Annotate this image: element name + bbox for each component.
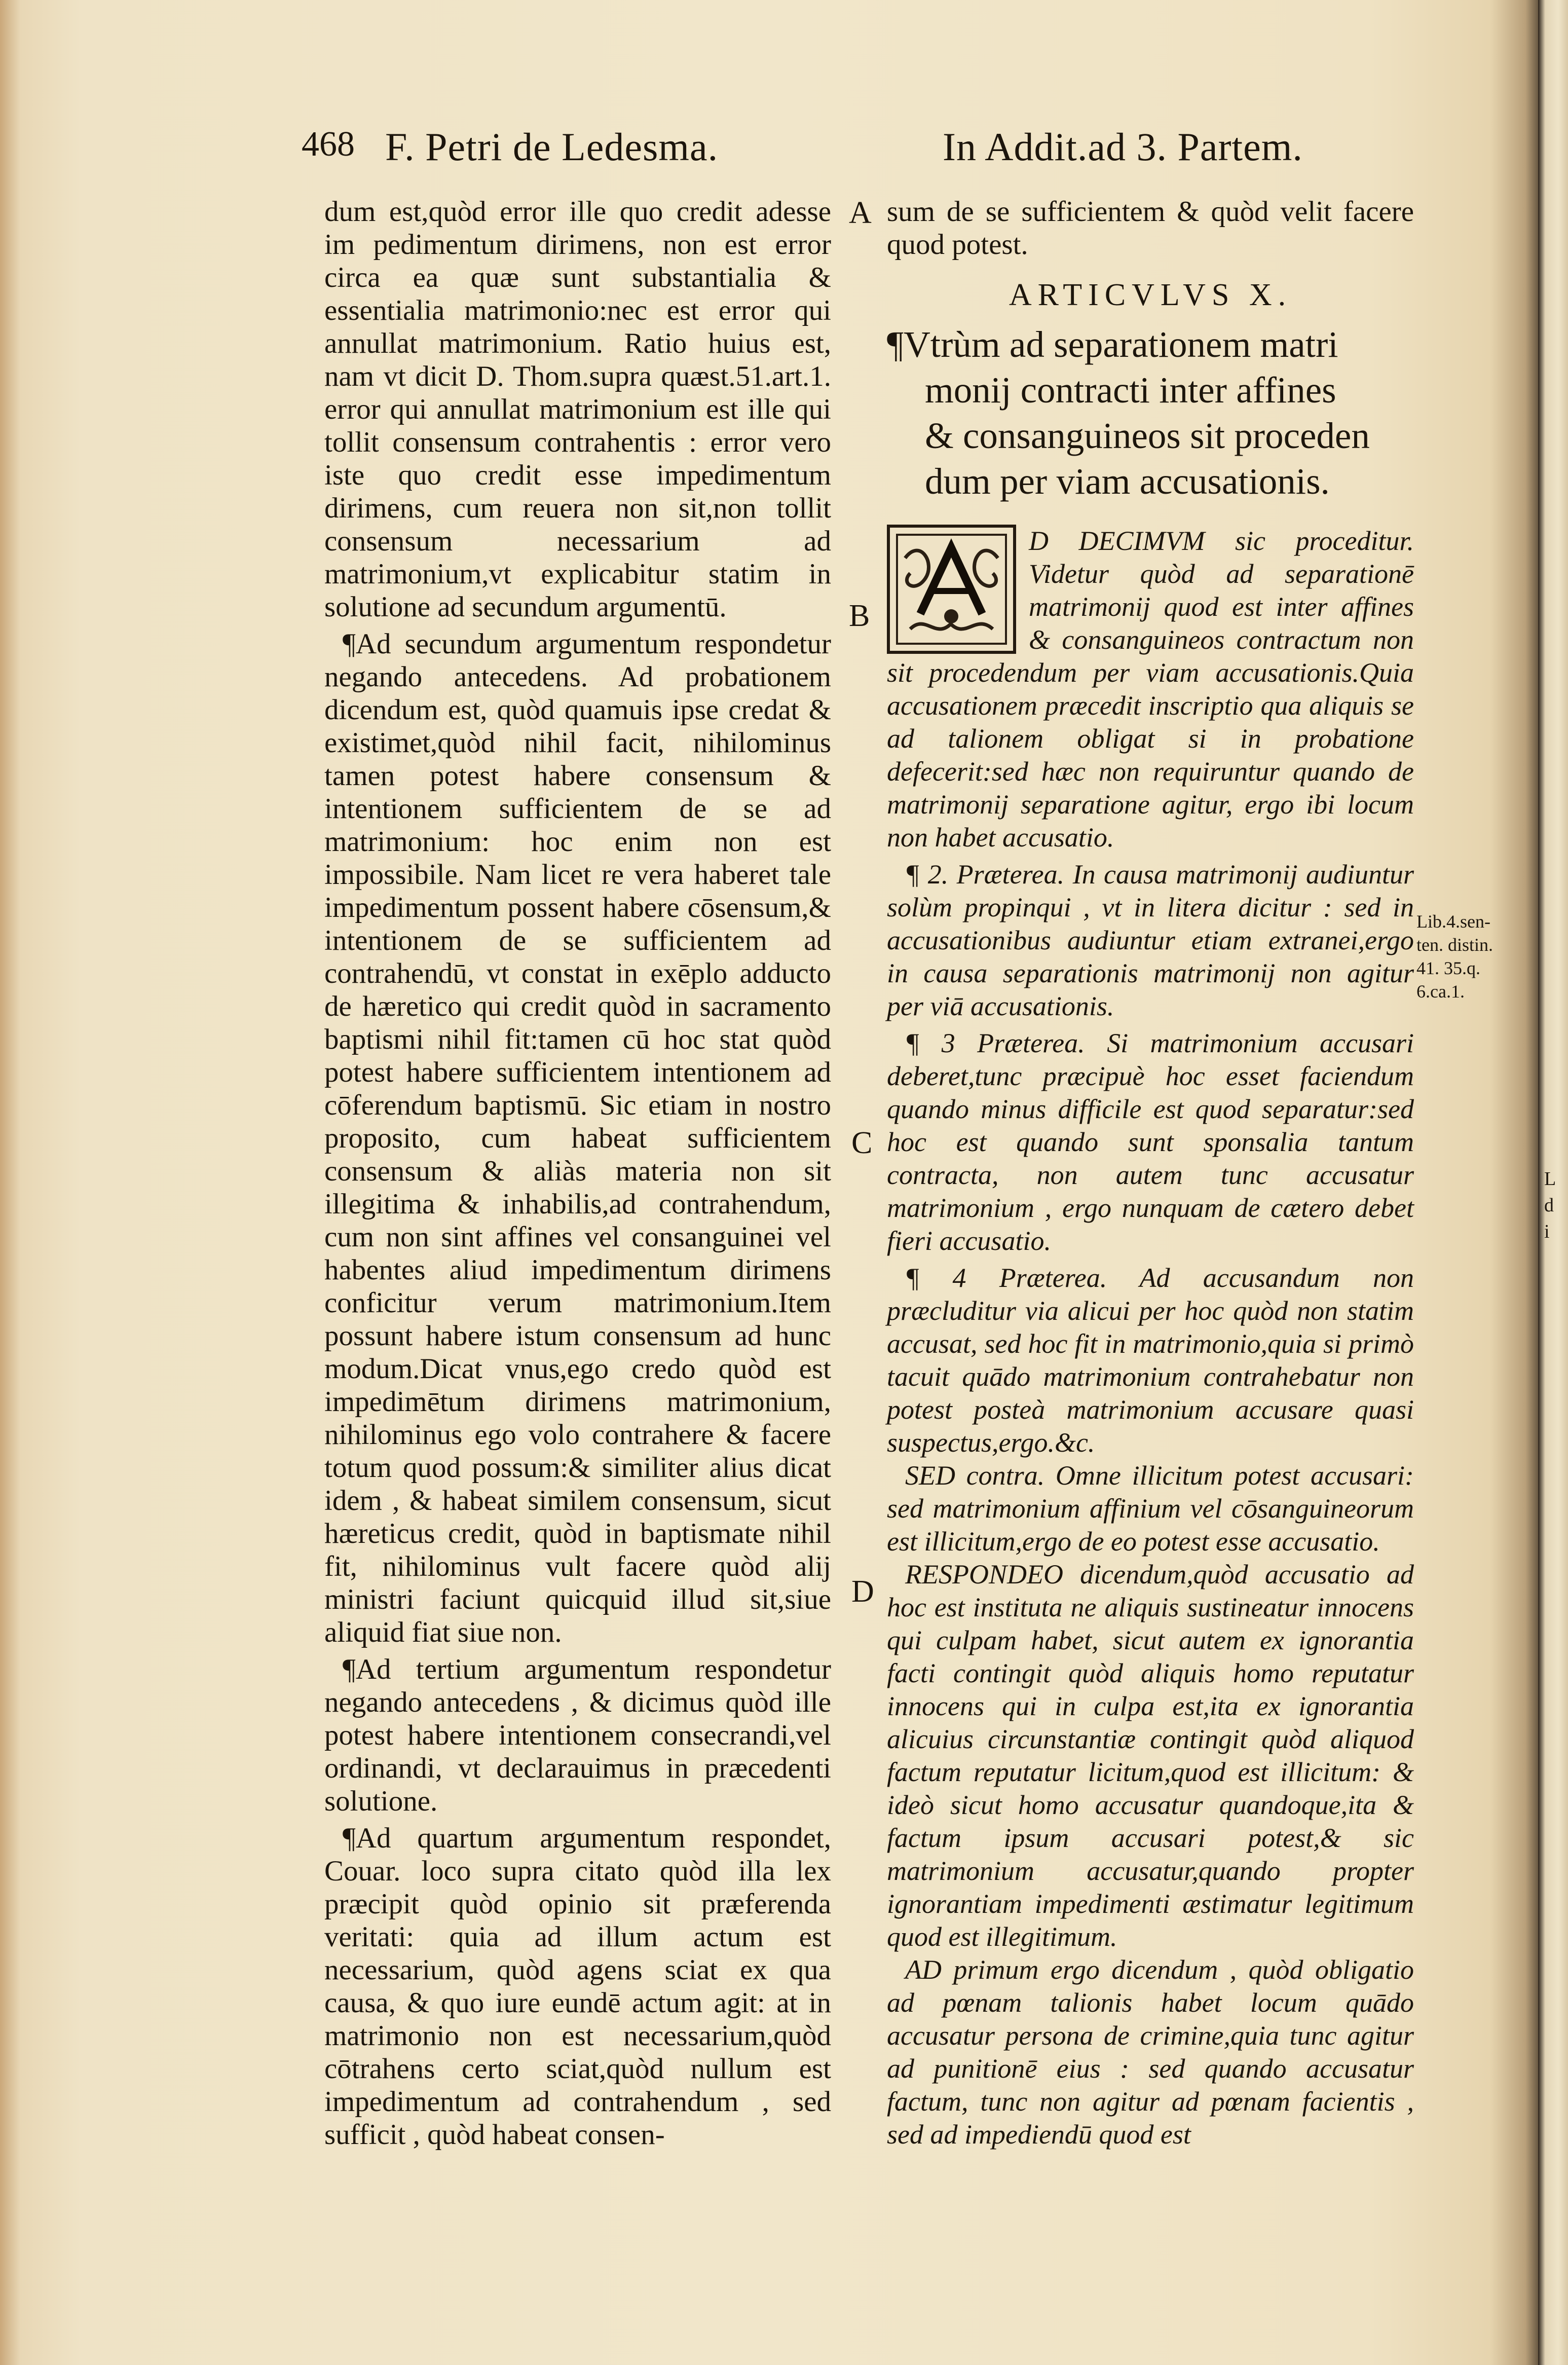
- question-line: dum per viam accusationis.: [925, 461, 1330, 502]
- margin-letter-a: A: [849, 196, 872, 230]
- left-paragraph-4: ¶Ad quartum argumentum respondet, Couar. loco supra citato quòd illa lex præcipit quòd opinio sit præferenda veritati: quia ad illum actum est necessarium, quòd agens sciat ex qua causa, & quo iure eundē actum agit: at in matrimonio non est necessarium,quòd cōtrahens certo sciat,quòd nullum est impedimentum ad contrahendum , sed sufficit , quòd habeat consen-: [324, 1822, 831, 2151]
- right-paragraph-respondeo: RESPONDEO dicendum,quòd accusatio ad hoc est instituta ne aliquis sustineatur innocens qui culpam habet, sicut autem ex ignorantia facti contingit quòd aliquis homo reputatur innocens qui in culpa est,ita ex ignorantia alicuius circunstantiæ contingit quòd aliquod factum reputatur licitum,quod est illicitum: & ideò sicut homo accusatur quandoque,ita & factum ipsum accusari potest,& sic matrimonium accusatur,quando propter ignorantiam impedimenti æstimatur legitimum quod est illegitimum.: [887, 1559, 1414, 1952]
- decorated-initial-art: [890, 528, 1013, 651]
- right-column: [887, 195, 1414, 2151]
- section-heading: In Addit.ad 3. Partem.: [943, 125, 1303, 169]
- article-title: ARTICVLVS X.: [1009, 278, 1292, 312]
- right-paragraph-sed-contra: SED contra. Omne illicitum potest accusari: sed matrimonium affinium vel cōsanguineorum est illicitum,ergo de eo potest esse accusatio.: [887, 1460, 1414, 1557]
- facing-page-fragments: [1544, 1166, 1556, 1245]
- question-line: ¶Vtrùm ad separationem matri: [887, 324, 1338, 365]
- question-heading: [887, 322, 1414, 504]
- left-column: [324, 195, 831, 2151]
- left-paragraph-2: ¶Ad secundum argumentum respondetur negando antecedens. Ad probationem dicendum est, quòd quamuis ipse credat & existimet,quòd nihil facit, nihilominus tamen potest habere consensum & intentionem sufficientem de se ad matrimonium: hoc enim non est impossibile. Nam licet re vera haberet tale impedimentum possent habere cōsensum,& intentionem de se sufficientem ad contrahendū, vt constat in exēplo adducto de hæretico qui credit quòd in sacramento baptismi nihil fit:tamen cū hoc stat quòd potest habere sufficientem intentionem ad cōferendum baptismū. Sic etiam in nostro proposito, cum habeat sufficientem consensum & aliàs materia non sit illegitima & inhabilis,ad contrahendum, cum non sint affines vel consanguinei vel habentes aliud impedimentum dirimens conficitur verum matrimonium.Item possunt habere istum consensum ad hunc modum.Dicat vnus,ego credo quòd est impedimētum dirimens matrimonium, nihilominus ego volo contrahere & facere totum quod possum:& similiter alius dicat idem , & habeat similem consensum, sicut hæreticus credit, quòd in baptismate nihil fit, nihilominus vult facere quòd alij ministri faciunt quicquid illud sit,siue aliquid fiat siue non.: [324, 628, 831, 1648]
- margin-note: [1416, 910, 1498, 1003]
- right-paragraph-ad-primum: AD primum ergo dicendum , quòd obligatio ad pœnam talionis habet locum quādo accusatur persona de crimine,quia tunc agitur ad punitionē eius : sed quando accusatur factum, tunc non agitur ad pœnam facientis , sed ad impediendū quod est: [887, 1954, 1414, 2150]
- margin-note-line: Lib.4.sen-: [1416, 911, 1490, 932]
- edge-fragment: L: [1544, 1168, 1556, 1190]
- margin-note-line: 6.ca.1.: [1416, 981, 1465, 1002]
- margin-letter-b: B: [849, 599, 870, 633]
- right-paragraph-objection-4: ¶ 4 Præterea. Ad accusandum non præcluditur via alicui per hoc quòd non statim accusat, sed hoc fit in matrimonio,quia si primò tacuit quādo matrimonium contrahebatur non potest posteà matrimonium accusare quasi suspectus,ergo.&c.: [887, 1263, 1414, 1458]
- left-paragraph-3: ¶Ad tertium argumentum respondetur negando antecedens , & dicimus quòd ille potest habere intentionem consecrandi,vel ordinandi, vt declarauimus in præcedenti solutione.: [324, 1653, 831, 1817]
- author-heading: F. Petri de Ledesma.: [385, 125, 719, 169]
- margin-note-line: ten. distin.: [1416, 935, 1493, 955]
- facing-page-edge: [1538, 0, 1568, 2365]
- left-paragraph-1: dum est,quòd error ille quo credit adesse im pedimentum dirimens, non est error circa ea quæ sunt substantialia & essentialia matrimonio:nec est error qui annullat matrimonium. Ratio huius est, nam vt dicit D. Thom.supra quæst.51.art.1. error qui annullat matrimonium est ille qui tollit consensum contrahentis : error vero iste quo credit esse impedimentum dirimens, cum reuera non sit,non tollit consensum necessarium ad matrimonium,vt explicabitur statim in solutione ad secundum argumentū.: [324, 196, 831, 623]
- right-paragraph-objection-3: ¶ 3 Præterea. Si matrimonium accusari deberet,tunc præcipuè hoc esset faciendum quando minus difficile est quod separatur:sed hoc est quando sunt sponsalia tantum contracta, non autem tunc accusatur matrimonium , ergo nunquam de cætero debet fieri accusatio.: [887, 1028, 1414, 1256]
- right-paragraph-objection-1: D DECIMVM sic proceditur. Videtur quòd ad separationē matrimonij quod est inter affines & consanguineos contractum non sit procedendum per viam accusationis.Quia accusationem præcedit inscriptio qua aliquis se ad talionem obligat si in probatione defecerit:sed hæc non requiruntur quando de matrimonij separatione agitur, ergo ibi locum non habet accusatio.: [887, 526, 1414, 853]
- question-line: monij contracti inter affines: [925, 369, 1336, 411]
- edge-fragment: d: [1544, 1195, 1554, 1216]
- decorated-initial: [887, 525, 1016, 654]
- edge-fragment: i: [1544, 1221, 1550, 1242]
- continuation-text: sum de se sufficientem & quòd velit facere quod potest.: [887, 196, 1414, 261]
- margin-letter-c: C: [851, 1126, 873, 1160]
- right-paragraph-objection-2: ¶ 2. Præterea. In causa matrimonij audiuntur solùm propinqui , vt in litera dicitur : sed in accusationibus audiuntur etiam extranei,ergo in causa separationis matrimonij non agitur per viā accusationis.: [887, 859, 1414, 1021]
- margin-letter-d: D: [851, 1574, 874, 1609]
- question-line: & consanguineos sit proceden: [925, 415, 1370, 456]
- page-number: 468: [302, 125, 355, 164]
- margin-note-line: 41. 35.q.: [1416, 958, 1480, 978]
- running-head: [302, 124, 1330, 180]
